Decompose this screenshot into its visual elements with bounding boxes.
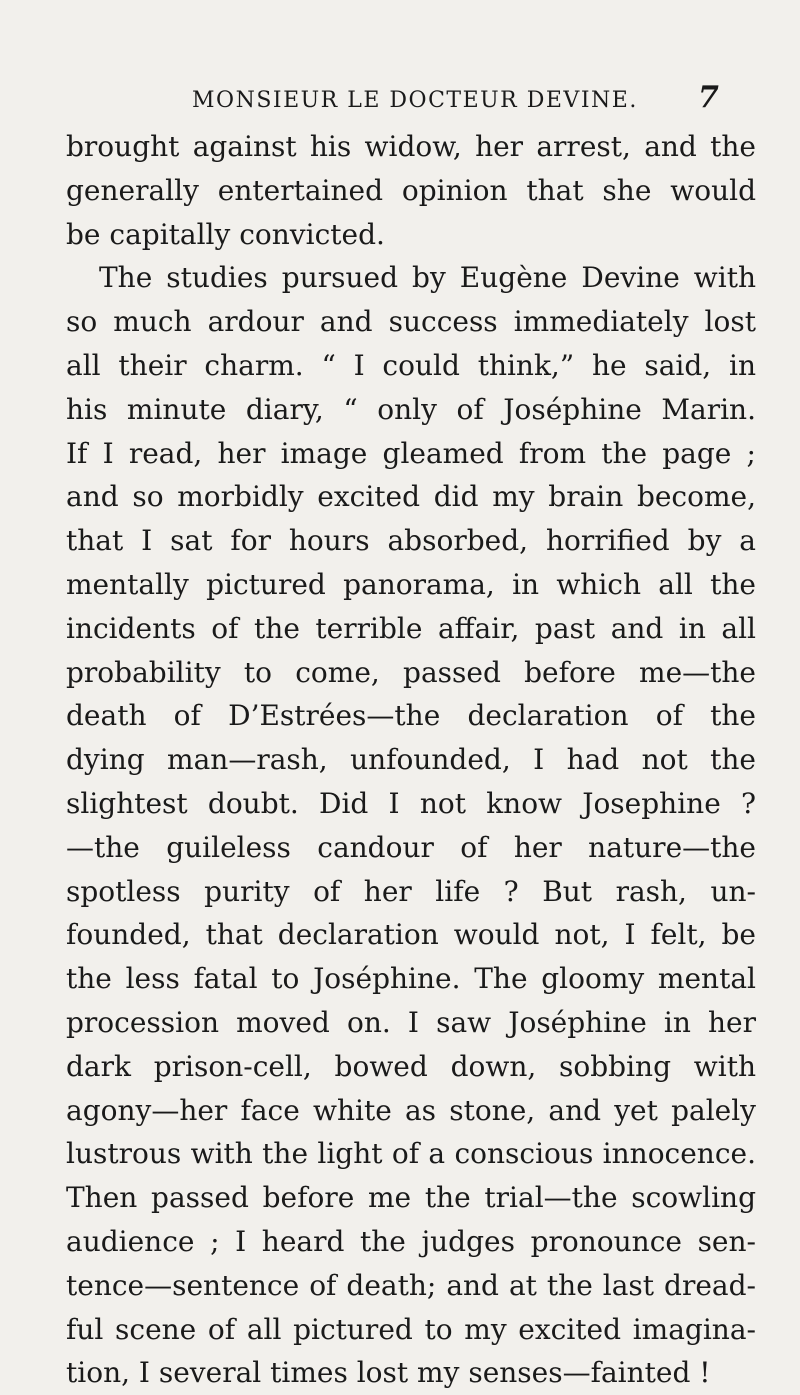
text-line: that I sat for hours absorbed, horrified by a	[66, 524, 756, 558]
text-line: dark prison-cell, bowed down, sobbing with	[66, 1049, 756, 1083]
text-line: dying man—rash, unfounded, I had not the	[66, 743, 756, 777]
text-line: The studies pursued by Eugène Devine with	[99, 261, 756, 295]
text-line: so much ardour and success immediately lost	[66, 305, 756, 339]
text-line: founded, that declaration would not, I felt, be	[66, 918, 756, 952]
text-line: incidents of the terrible affair, past and in all	[66, 611, 756, 645]
text-line: and so morbidly excited did my brain become,	[66, 480, 756, 514]
text-line: spotless purity of her life ? But rash, un-	[66, 874, 756, 908]
body-text	[66, 125, 756, 1395]
text-line: agony—her face white as stone, and yet palely	[66, 1093, 756, 1127]
text-line: Then passed before me the trial—the scowling	[66, 1181, 756, 1215]
text-line: tion, I several times lost my senses—fainted !	[66, 1356, 711, 1390]
text-line: generally entertained opinion that she would	[66, 173, 756, 207]
text-line: tence—sentence of death; and at the last dread-	[66, 1268, 756, 1302]
text-line: If I read, her image gleamed from the page ;	[66, 436, 756, 470]
text-line: all their charm. “ I could think,” he said, in	[66, 348, 756, 382]
page-number: 7	[698, 80, 719, 115]
text-line: procession moved on. I saw Joséphine in her	[66, 1005, 756, 1039]
text-line: mentally pictured panorama, in which all the	[66, 567, 756, 601]
text-line: death of D’Estrées—the declaration of the	[66, 699, 756, 733]
text-line: the less fatal to Joséphine. The gloomy mental	[66, 962, 756, 996]
text-line: his minute diary, “ only of Joséphine Marin.	[66, 392, 756, 426]
text-line: probability to come, passed before me—the	[66, 655, 756, 689]
text-line: brought against his widow, her arrest, and the	[66, 130, 756, 163]
text-line: ful scene of all pictured to my excited imagina-	[66, 1312, 756, 1346]
text-line: audience ; I heard the judges pronounce sen-	[66, 1224, 756, 1258]
running-head-title: MONSIEUR LE DOCTEUR DEVINE.	[192, 88, 638, 113]
text-line: lustrous with the light of a conscious innocence.	[66, 1137, 756, 1171]
text-line: be capitally convicted.	[66, 217, 385, 251]
text-line: slightest doubt. Did I not know Josephine ?	[66, 786, 756, 820]
text-line: —the guileless candour of her nature—the	[66, 830, 756, 864]
